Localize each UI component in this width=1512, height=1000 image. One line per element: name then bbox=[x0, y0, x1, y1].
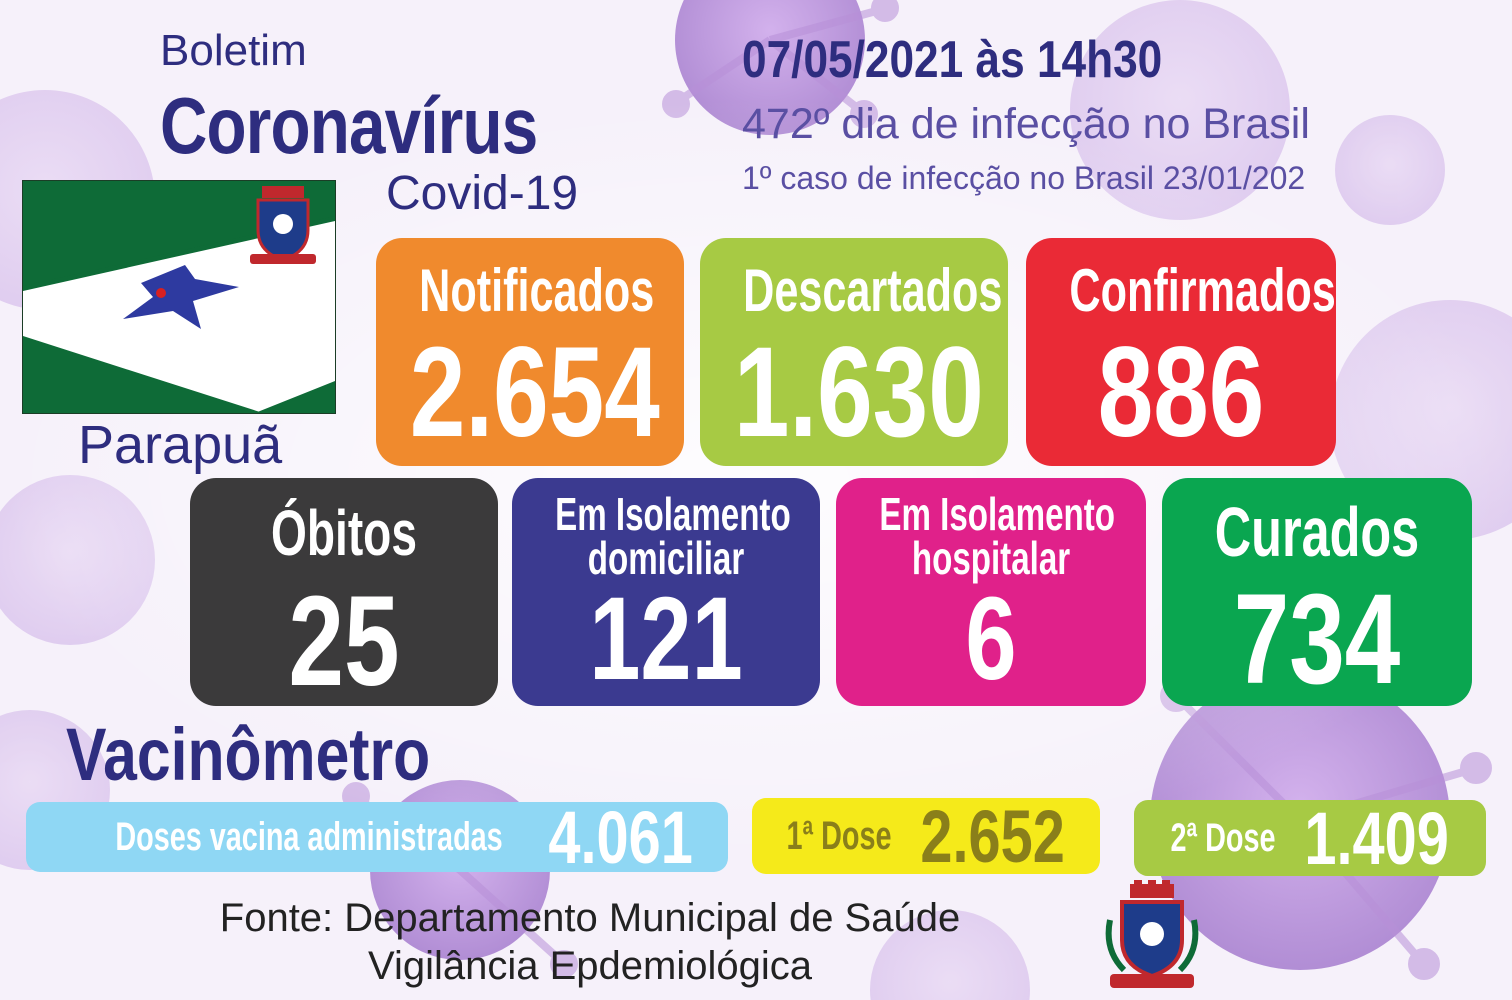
card-label-line1: Em Isolamento bbox=[555, 488, 791, 540]
card-label: Notificados bbox=[419, 257, 655, 324]
first-case-date: 1º caso de infecção no Brasil 23/01/202 bbox=[742, 160, 1306, 196]
pill-label: Doses vacina administradas bbox=[115, 814, 504, 859]
card-value: 6 bbox=[965, 573, 1017, 705]
source-line1: Fonte: Departamento Municipal de Saúde bbox=[219, 896, 961, 940]
coronavirus-title: Coronavírus bbox=[160, 81, 538, 170]
coat-of-arms-icon bbox=[240, 182, 326, 268]
card-label-line2: domiciliar bbox=[587, 532, 745, 584]
pill-label: 1ª Dose bbox=[786, 813, 892, 858]
city-name: Parapuã bbox=[78, 415, 283, 475]
pill-doses-total bbox=[26, 802, 728, 872]
infection-day: 472º dia de infecção no Brasil bbox=[742, 100, 1310, 148]
card-label: Descartados bbox=[743, 257, 1003, 324]
pill-value: 4.061 bbox=[548, 802, 694, 872]
pill-value: 2.652 bbox=[920, 798, 1066, 874]
covid-label: Covid-19 bbox=[386, 167, 579, 220]
source-line2: Vigilância Epdemiológica bbox=[368, 944, 812, 988]
date-time: 07/05/2021 às 14h30 bbox=[742, 31, 1163, 89]
card-label-line2: hospitalar bbox=[911, 532, 1071, 584]
card-isolamento-hospitalar bbox=[836, 478, 1146, 706]
card-label-line1: Em Isolamento bbox=[879, 488, 1115, 540]
card-isolamento-domiciliar bbox=[512, 478, 820, 706]
pill-label: 2ª Dose bbox=[1170, 815, 1276, 860]
pill-dose1 bbox=[752, 798, 1100, 874]
coat-of-arms-icon bbox=[1104, 880, 1200, 992]
card-value: 2.654 bbox=[409, 321, 660, 464]
card-value: 1.630 bbox=[733, 321, 984, 464]
boletim-label: Boletim bbox=[160, 26, 307, 75]
card-descartados bbox=[700, 238, 1008, 466]
card-value: 25 bbox=[288, 570, 400, 706]
card-curados bbox=[1162, 478, 1472, 706]
card-notificados bbox=[376, 238, 684, 466]
card-label: Confirmados bbox=[1069, 257, 1336, 324]
card-confirmados bbox=[1026, 238, 1336, 466]
card-label: Curados bbox=[1214, 493, 1420, 571]
card-obitos bbox=[190, 478, 498, 706]
card-value: 121 bbox=[589, 573, 743, 705]
vacinometro-title: Vacinômetro bbox=[66, 713, 431, 796]
pill-value: 1.409 bbox=[1304, 800, 1450, 876]
card-value: 886 bbox=[1097, 321, 1265, 464]
pill-dose2 bbox=[1134, 800, 1486, 876]
card-label: Óbitos bbox=[271, 497, 417, 569]
card-value: 734 bbox=[1233, 568, 1401, 706]
